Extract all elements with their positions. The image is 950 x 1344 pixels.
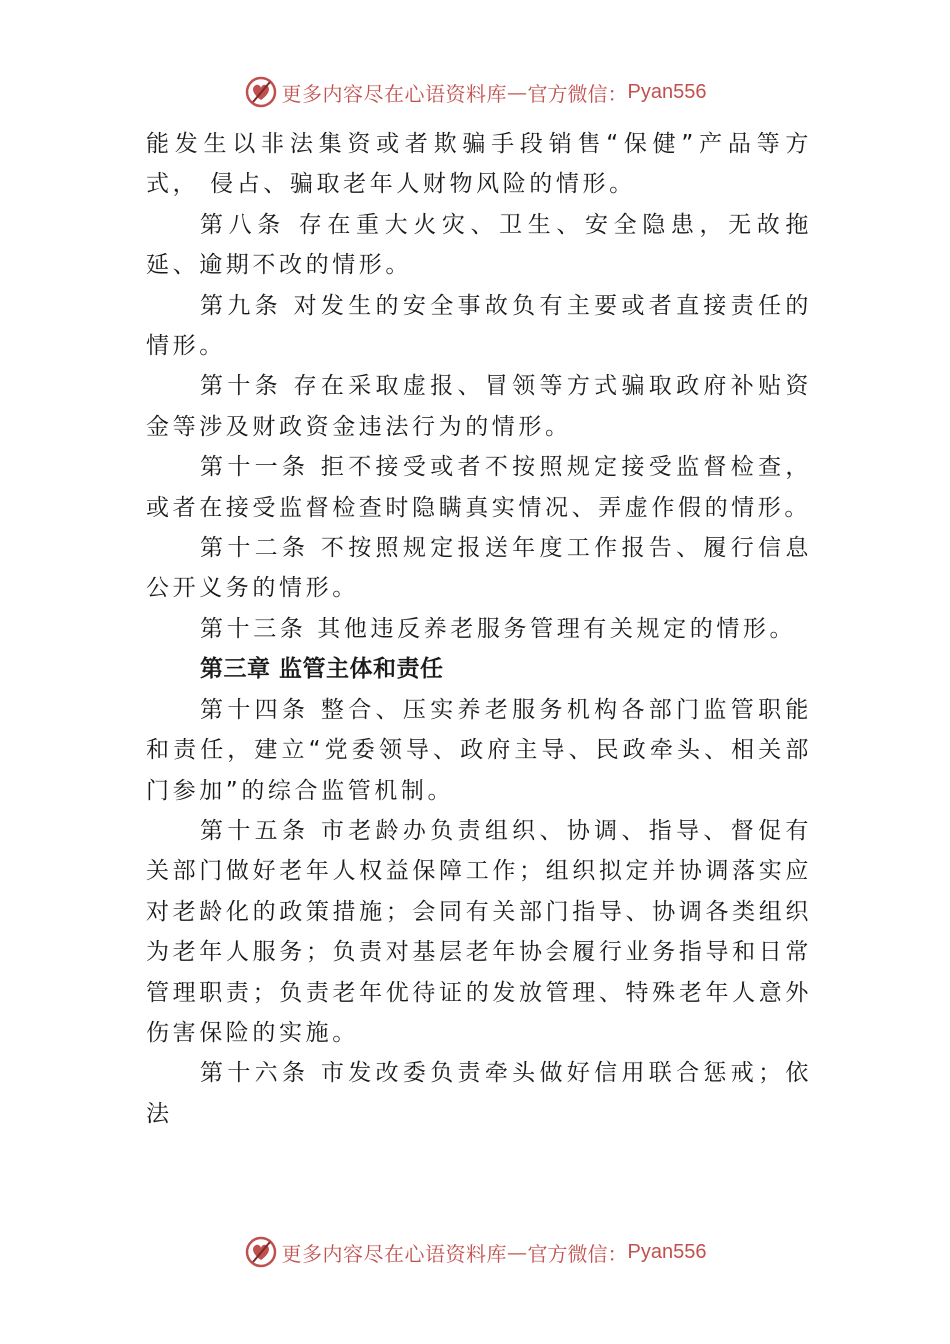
watermark-site-text: 更多内容尽在心语资料库 [281,81,508,106]
heart-logo-icon [244,75,278,109]
watermark-dash: — [507,80,528,104]
article-8: 第八条 存在重大火灾、卫生、安全隐患，无故拖延、逾期不改的情形。 [146,211,812,279]
article-10: 第十条 存在采取虚报、冒领等方式骗取政府补贴资金等涉及财政资金违法行为的情形。 [146,373,812,440]
watermark-wechat-label: 官方微信： [527,81,628,106]
watermark-wechat-label: 官方微信： [527,1241,628,1266]
watermark-banner-top [0,72,950,112]
article-15: 第十五条 市老龄办负责组织、协调、指导、督促有关部门做好老年人权益保障工作；组织拟定并协调落实应对老龄化的政策措施；会同有关部门指导、协调各类组织为老年人服务；负责对基层老年协会履行业务指导和日常管理职责；负责老年优待证的发放管理、特殊老年人意外伤害保险的实施。 [146,817,812,1046]
article-13: 第十三条 其他违反养老服务管理有关规定的情形。 [200,615,797,642]
article-9: 第九条 对发生的安全事故负有主要或者直接责任的情形。 [146,292,812,360]
watermark-dash: — [507,1240,528,1264]
watermark-site-text: 更多内容尽在心语资料库 [281,1241,508,1266]
article-12: 第十二条 不按照规定报送年度工作报告、履行信息公开义务的情形。 [146,535,812,602]
heart-logo-icon [244,1235,278,1269]
article-16: 第十六条 市发改委负责牵头做好信用联合惩戒；依法 [146,1060,812,1127]
document-body [146,124,812,1134]
watermark-wechat-id: Pyan556 [627,1240,707,1263]
chapter-heading: 第三章 监管主体和责任 [200,656,444,683]
watermark-wechat-id: Pyan556 [627,80,707,103]
article-11: 第十一条 拒不接受或者不按照规定接受监督检查，或者在接受监督检查时隐瞒真实情况、弄虚作假的情形。 [146,454,812,521]
paragraph-continuation: 能发生以非法集资或者欺骗手段销售“保健”产品等方式， 侵占、骗取老年人财物风险的情形。 [146,131,812,198]
watermark-banner-bottom [0,1232,950,1272]
article-14: 第十四条 整合、压实养老服务机构各部门监管职能和责任，建立“党委领导、政府主导、民政牵头、相关部门参加”的综合监管机制。 [146,696,812,804]
